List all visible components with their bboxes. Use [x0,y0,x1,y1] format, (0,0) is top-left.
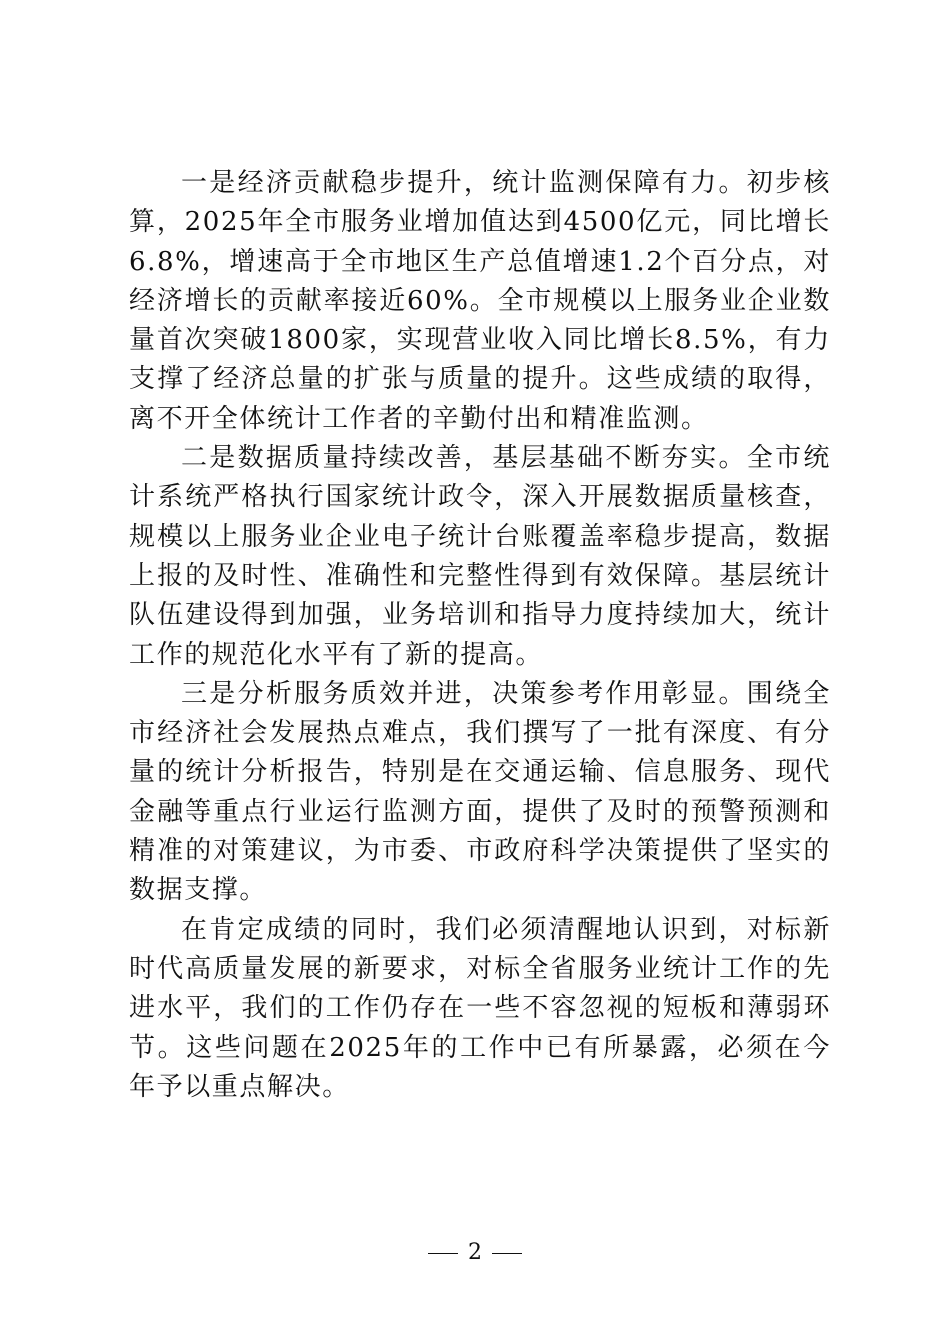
paragraph-achievement-analysis: 三是分析服务质效并进，决策参考作用彰显。围绕全市经济社会发展热点难点，我们撰写了一批有深度、有分量的统计分析报告，特别是在交通运输、信息服务、现代金融等重点行业运行监测方面，提供了及时的预警预测和精准的对策建议，为市委、市政府科学决策提供了坚实的数据支撑。 [129,678,831,906]
page-number: 2 [468,1240,482,1265]
left-dash [428,1253,458,1254]
paragraph-achievement-economy: 一是经济贡献稳步提升，统计监测保障有力。初步核算，2025年全市服务业增加值达到4500亿元，同比增长6.8%，增速高于全市地区生产总值增速1.2个百分点，对经济增长的贡献率接近60%。全市规模以上服务业企业数量首次突破1800家，实现营业收入同比增长8.5%，有力支撑了经济总量的扩张与质量的提升。这些成绩的取得，离不开全体统计工作者的辛勤付出和精准监测。 [129,168,831,434]
paragraph-achievement-data-quality: 二是数据质量持续改善，基层基础不断夯实。全市统计系统严格执行国家统计政令，深入开展数据质量核查，规模以上服务业企业电子统计台账覆盖率稳步提高，数据上报的及时性、准确性和完整性得到有效保障。基层统计队伍建设得到加强，业务培训和指导力度持续加大，统计工作的规范化水平有了新的提高。 [129,443,831,670]
body-text [129,164,831,1107]
page-footer [0,1238,950,1268]
right-dash [492,1253,522,1254]
paragraph-shortcomings: 在肯定成绩的同时，我们必须清醒地认识到，对标新时代高质量发展的新要求，对标全省服务业统计工作的先进水平，我们的工作仍存在一些不容忽视的短板和薄弱环节。这些问题在2025年的工作中已有所暴露，必须在今年予以重点解决。 [129,914,831,1102]
